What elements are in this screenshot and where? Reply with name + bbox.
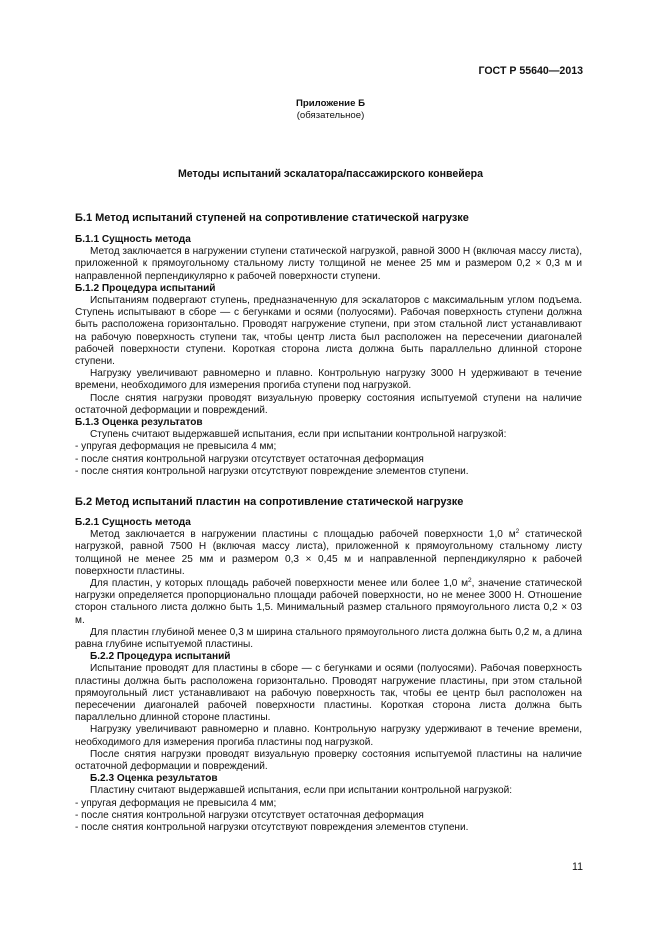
section-b1-body — [75, 234, 582, 478]
superscript: 2 — [515, 528, 520, 536]
section-b1-heading: Б.1 Метод испытаний ступеней на сопротивление статической нагрузке — [75, 212, 469, 224]
appendix-note: (обязательное) — [296, 109, 365, 121]
subsection-b2-1-paragraph-2 — [75, 578, 582, 627]
section-b2-body — [75, 517, 582, 834]
subsection-b2-2-paragraph-3: После снятия нагрузки проводят визуальную проверку состояния испытуемой пластины на наличие остаточной деформации и повреждений. — [75, 748, 582, 773]
subsection-b2-2-heading: Б.2.2 Процедура испытаний — [90, 651, 231, 663]
section-b1 — [75, 212, 582, 224]
subsection-b1-3-heading: Б.1.3 Оценка результатов — [75, 417, 203, 429]
subsection-b2-3-intro: Пластину считают выдержавшей испытания, если при испытании контрольной нагрузкой: — [90, 785, 513, 797]
superscript: 2 — [468, 577, 472, 585]
text-part: , значение статической нагрузки определяется пропорционально площади рабочей поверхности, но не менее 3000 Н. Отношение сторон стального листа должно быть 1,5. Минимальный размер стального прямоугольного листа 0,2 × 03 м. — [75, 578, 582, 626]
appendix-title: Приложение Б — [296, 98, 365, 109]
list-item: - упругая деформация не превысила 4 мм; — [75, 797, 277, 809]
list-item: - упругая деформация не превысила 4 мм; — [75, 441, 277, 453]
subsection-b2-2-paragraph-2: Нагрузку увеличивают равномерно и плавно. Контрольную нагрузку удерживают в течение времени, необходимого для измерения прогиба пластины под нагрузкой. — [75, 724, 582, 748]
appendix-heading — [0, 98, 661, 121]
subsection-b2-3-heading: Б.2.3 Оценка результатов — [90, 773, 218, 785]
subsection-b2-1-paragraph-3: Для пластин глубиной менее 0,3 м ширина стального прямоугольного листа должна быть 0,2 м, а длина равна глубине испытуемой пластины. — [75, 626, 582, 651]
page-title: Методы испытаний эскалатора/пассажирского конвейера — [177, 168, 484, 180]
standard-number: ГОСТ Р 55640—2013 — [478, 65, 583, 77]
subsection-b1-1-heading: Б.1.1 Сущность метода — [75, 234, 191, 245]
page-number: 11 — [572, 861, 583, 873]
subsection-b1-1-text: Метод заключается в нагружении ступени статической нагрузкой, равной 3000 Н (включая массу листа), приложенной к прямоугольному стальному листу толщиной не менее 25 мм и размером 0,2 × 0,3 м и направленной перпендикулярно к рабочей поверхности ступени. — [75, 246, 582, 282]
subsection-b2-2-paragraph-1: Испытание проводят для пластины в сборе — с бегунками и осями (полуосями). Рабочая поверхность пластины должна быть расположена горизонтально. Проводят нагружение пластины, при этом стальной прямоугольный лист устанавливают на рабочую поверхность так, чтобы ее центр был расположен на пересечении диагоналей рабочей поверхности пластины. Короткая сторона листа должна быть параллельно длинной стороне пластины. — [75, 663, 582, 724]
subsection-b1-2-paragraph-3: После снятия нагрузки проводят визуальную проверку состояния испытуемой ступени на наличие остаточной деформации и повреждений. — [75, 392, 582, 416]
subsection-b2-1-heading: Б.2.1 Сущность метода — [75, 517, 191, 528]
section-b2-heading: Б.2 Метод испытаний пластин на сопротивление статической нагрузке — [75, 496, 464, 508]
list-item: - после снятия контрольной нагрузки отсутствует остаточная деформация — [75, 809, 424, 821]
list-item: - после снятия контрольной нагрузки отсутствует остаточная деформация — [75, 453, 424, 465]
subsection-b1-3-intro: Ступень считают выдержавшей испытания, если при испытании контрольной нагрузкой: — [90, 429, 507, 441]
list-item: - после снятия контрольной нагрузки отсутствуют повреждение элементов ступени. — [75, 465, 469, 477]
list-item: - после снятия контрольной нагрузки отсутствуют повреждения элементов ступени. — [75, 822, 469, 834]
text-part: статической нагрузкой, равной 7500 Н (включая массу листа), приложенной к прямоугольному стальному листу толщиной не менее 25 мм и размером 0,3 × 0,45 м и направленной перпендикулярно к рабочей поверхности пластины. — [75, 529, 582, 577]
subsection-b1-2-paragraph-1: Испытаниям подвергают ступень, предназначенную для эскалаторов с максимальным углом подъема. Ступень испытывают в сборе — с бегунками и осями (полуосями). Рабочая поверхность ступени должна быть расположена горизонтально. Проводят нагружение ступени, при этом стальной лист устанавливают на рабочую поверхность ступени так, чтобы центр листа был расположен на пересечении диагоналей рабочей поверхности ступени. Короткая сторона листа должна быть параллельно длинной стороне ступени. — [75, 295, 582, 368]
subsection-b1-2-heading: Б.1.2 Процедура испытаний — [75, 282, 216, 294]
subsection-b1-2-paragraph-2: Нагрузку увеличивают равномерно и плавно. Контрольную нагрузку 3000 Н удерживают в течение времени, необходимого для измерения прогиба ступени под нагрузкой. — [75, 368, 582, 392]
text-part: Метод заключается в нагружении пластины с площадью рабочей поверхности 1,0 м — [90, 529, 516, 541]
text-part: Для пластин, у которых площадь рабочей поверхности менее или более 1,0 м — [90, 578, 469, 590]
section-b2 — [75, 496, 582, 508]
subsection-b2-1-text — [75, 529, 582, 578]
